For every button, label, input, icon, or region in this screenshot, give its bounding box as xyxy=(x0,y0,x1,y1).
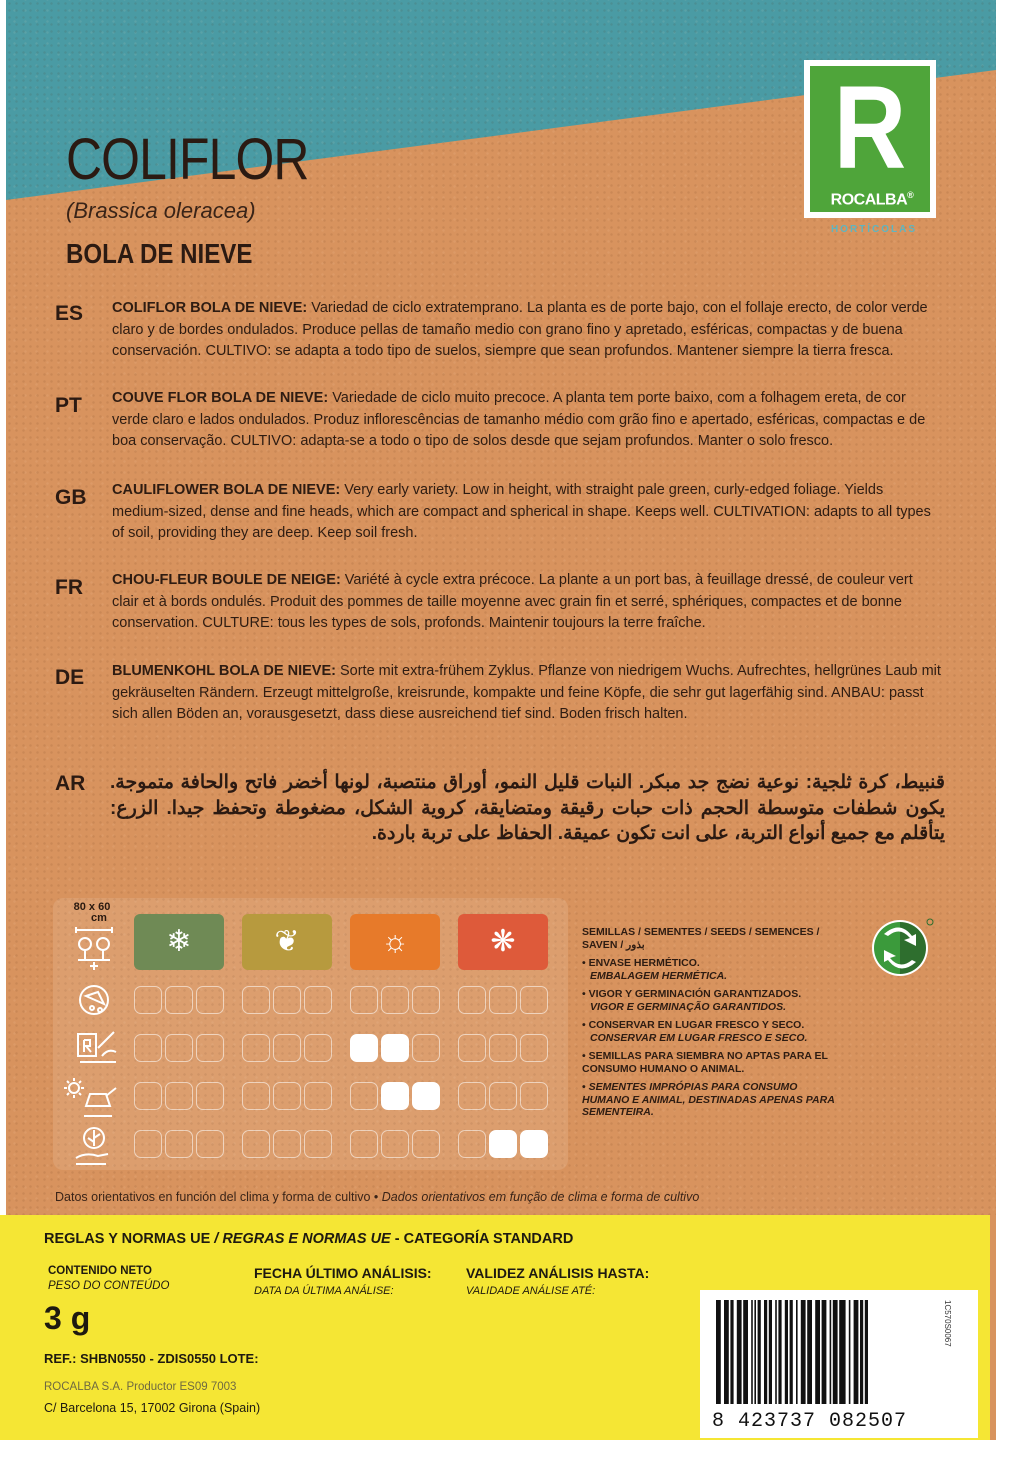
seed-bullet-3: • CONSERVAR EN LUGAR FRESCO Y SECO. CONSERVAR EM LUGAR FRESCO E SECO. xyxy=(582,1019,808,1044)
seed-bullet-1: • ENVASE HERMÉTICO. EMBALAGEM HERMÉTICA. xyxy=(582,957,728,982)
calendar-cell-sowing-direct-1 xyxy=(134,986,162,1014)
lang-code-fr: FR xyxy=(55,576,83,599)
calendar-cell-sowing-direct-2 xyxy=(165,986,193,1014)
season-spring-tile xyxy=(242,914,332,970)
description-fr xyxy=(112,570,942,635)
calendar-cell-seedbed-1 xyxy=(134,1034,162,1062)
calendar-cell-transplant-3 xyxy=(196,1082,224,1110)
latin-name: (Brassica oleracea) xyxy=(66,198,256,223)
rocalba-logo xyxy=(804,60,944,235)
calendar-cell-transplant-1 xyxy=(134,1082,162,1110)
description-pt-lead: COUVE FLOR BOLA DE NIEVE: xyxy=(112,390,329,406)
barcode-bar xyxy=(815,1300,820,1404)
net-content-label: CONTENIDO NETO xyxy=(48,1265,152,1277)
logo-brand xyxy=(814,190,930,209)
seed-bullet-5: • SEMENTES IMPRÓPIAS PARA CONSUMO HUMANO E ANIMAL, DESTINADAS APENAS PARA SEMENTEIRA. xyxy=(582,1081,835,1118)
calendar-cell-seedbed-6 xyxy=(304,1034,332,1062)
spacing-unit: cm xyxy=(91,912,107,924)
disclaimer-separator: • xyxy=(370,1190,382,1204)
disclaimer xyxy=(55,1190,699,1204)
calendar-cell-transplant-5 xyxy=(273,1082,301,1110)
calendar-cell-transplant-12 xyxy=(520,1082,548,1110)
logo-brand-text: ROCALBA xyxy=(830,191,908,209)
barcode-bar xyxy=(743,1300,748,1404)
last-analysis-label: FECHA ÚLTIMO ANÁLISIS: xyxy=(254,1265,432,1281)
product-title: COLIFLOR xyxy=(66,127,309,192)
calendar-cell-seedbed-7 xyxy=(350,1034,378,1062)
calendar-cell-harvest-6 xyxy=(304,1130,332,1158)
barcode-bar xyxy=(849,1300,851,1404)
logo-green-square xyxy=(810,62,930,212)
barcode-bar xyxy=(860,1300,863,1404)
lang-code-ar: AR xyxy=(55,772,86,795)
description-es xyxy=(112,298,942,363)
calendar-cell-transplant-10 xyxy=(458,1082,486,1110)
calendar-cell-seedbed-9 xyxy=(412,1034,440,1062)
eu-rules-category: - CATEGORÍA STANDARD xyxy=(390,1231,574,1247)
barcode-bar xyxy=(764,1300,767,1404)
calendar-cell-transplant-9 xyxy=(412,1082,440,1110)
variety-name: BOLA DE NIEVE xyxy=(66,238,253,269)
barcode-bar xyxy=(830,1300,832,1404)
calendar-cell-harvest-2 xyxy=(165,1130,193,1158)
calendar-cell-harvest-12 xyxy=(520,1130,548,1158)
calendar-cell-harvest-4 xyxy=(242,1130,270,1158)
description-es-text: Variedad de ciclo extratemprano. La planta es de porte bajo, con el follaje erecto, de color verde claro y de bordes ondulados. Produce pellas de tamaño medio con grano fino y apretado, esféricas, compactas y de buena conservación. CULTIVO: se adapta a todo tipo de suelos, siempre que sean profundos. Mantener siempre la tierra fresca. xyxy=(112,300,928,359)
calendar-cell-sowing-direct-5 xyxy=(273,986,301,1014)
barcode-bar xyxy=(854,1300,859,1404)
seed-bullet-5-pt: SEMENTES IMPRÓPIAS PARA CONSUMO HUMANO E ANIMAL, DESTINADAS APENAS PARA SEMENTEIRA. xyxy=(582,1081,835,1118)
calendar-cell-seedbed-4 xyxy=(242,1034,270,1062)
green-dot-recycle-icon xyxy=(870,916,934,980)
calendar-cell-seedbed-5 xyxy=(273,1034,301,1062)
calendar-cell-seedbed-12 xyxy=(520,1034,548,1062)
calendar-cell-seedbed-3 xyxy=(196,1034,224,1062)
calendar-cell-transplant-4 xyxy=(242,1082,270,1110)
season-winter-tile xyxy=(134,914,224,970)
seedbed-icon xyxy=(76,1028,122,1068)
barcode-bar xyxy=(775,1300,777,1404)
description-pt xyxy=(112,388,942,453)
direct-sowing-icon xyxy=(76,982,116,1018)
seed-bullet-4-es: SEMILLAS PARA SIEMBRA NO APTAS PARA EL CONSUMO HUMANO O ANIMAL. xyxy=(582,1050,828,1075)
barcode-bar xyxy=(769,1300,772,1404)
description-pt-text: Variedade de ciclo muito precoce. A planta tem porte baixo, com a folhagem ereta, de cor verde claro e lados ondulados. Produz inflorescências de tamanho médio com grão fino e apertado, esféricas, compactas e de boa conservação. CULTIVO: adapta-se a todo o tipo de solos desde que sejam profundos. Manter o solo fresco. xyxy=(112,390,926,449)
net-content-value: 3 g xyxy=(44,1300,91,1336)
calendar-cell-harvest-10 xyxy=(458,1130,486,1158)
calendar-cell-harvest-8 xyxy=(381,1130,409,1158)
calendar-cell-harvest-1 xyxy=(134,1130,162,1158)
logo-letter: R xyxy=(833,62,907,194)
disclaimer-pt: Dados orientativos em função de clima e forma de cultivo xyxy=(381,1190,700,1204)
seed-info-heading: SEMILLAS / SEMENTES / SEEDS / SEMENCES / SAVEN / بذور xyxy=(582,926,820,951)
calendar-cell-sowing-direct-6 xyxy=(304,986,332,1014)
calendar-cell-transplant-7 xyxy=(350,1082,378,1110)
calendar-cell-seedbed-8 xyxy=(381,1034,409,1062)
seed-bullet-3-pt: CONSERVAR EM LUGAR FRESCO E SECO. xyxy=(590,1031,808,1044)
barcode-bar xyxy=(785,1300,788,1404)
seed-bullet-2-es: VIGOR Y GERMINACIÓN GARANTIZADOS. xyxy=(588,988,802,1000)
seed-bullet-1-es: ENVASE HERMÉTICO. xyxy=(588,957,700,969)
leaf-icon: ❦ xyxy=(274,925,300,958)
barcode-bar xyxy=(754,1300,756,1404)
barcode-bar xyxy=(778,1300,781,1404)
description-de-lead: BLUMENKOHL BOLA DE NIEVE: xyxy=(112,663,336,679)
calendar-cell-sowing-direct-12 xyxy=(520,986,548,1014)
eu-rules-pt: / REGRAS E NORMAS UE xyxy=(210,1231,391,1247)
calendar-cell-seedbed-2 xyxy=(165,1034,193,1062)
barcode-bar xyxy=(730,1300,733,1404)
harvest-hand-plant-icon xyxy=(72,1124,118,1168)
description-ar: قنبيط، كرة ثلجية: نوعية نضج جد مبكر. النبات قليل النمو، أوراق منتصبة، لونها أخضر فاتح والحافة متموجة. يكون شطفات متوسطة الحجم ذات حبات رقيقة ومتضايقة، كروية الشكل، مضغوطة وتحفظ جيدا. الزرع: يتأقلم مع جميع أنواع التربة، على انت تكون عميقة. الحفاظ على تربة باردة. xyxy=(110,772,945,844)
barcode-bar xyxy=(865,1300,868,1404)
transplant-sun-watering-icon xyxy=(62,1076,118,1120)
seed-bullet-1-pt: EMBALAGEM HERMÉTICA. xyxy=(590,969,728,982)
calendar-cell-harvest-5 xyxy=(273,1130,301,1158)
calendar-cell-sowing-direct-4 xyxy=(242,986,270,1014)
calendar-cell-harvest-11 xyxy=(489,1130,517,1158)
season-summer-tile xyxy=(350,914,440,970)
producer: ROCALBA S.A. Productor ES09 7003 xyxy=(44,1381,237,1393)
barcode-bar xyxy=(724,1300,729,1404)
lang-code-gb: GB xyxy=(55,486,87,509)
calendar-cell-harvest-9 xyxy=(412,1130,440,1158)
calendar-cell-sowing-direct-9 xyxy=(412,986,440,1014)
eu-rules-line xyxy=(44,1231,573,1247)
seed-info xyxy=(582,926,842,1119)
barcode-bar xyxy=(758,1300,761,1404)
barcode-bar xyxy=(801,1300,806,1404)
barcode-bar xyxy=(737,1300,742,1404)
barcode-bar xyxy=(839,1300,845,1404)
spacing-plants-icon xyxy=(74,926,114,970)
seed-bullet-2-pt: VIGOR E GERMINAÇÃO GARANTIDOS. xyxy=(590,1000,787,1013)
calendar-cell-transplant-6 xyxy=(304,1082,332,1110)
calendar-cell-harvest-7 xyxy=(350,1130,378,1158)
description-fr-text: Variété à cycle extra précoce. La plante a un port bas, à feuillage dressé, de couleur vert clair et à bords ondulés. Produit des pommes de taille moyenne avec grain fin et serré, sphériques, compactes et de bonne conservation. CULTURE: tous les types de sols, profonds. Maintenir toujours la terre fraîche. xyxy=(112,572,913,631)
barcode-bar xyxy=(822,1300,827,1404)
barcode-bar xyxy=(796,1300,798,1404)
reference-lot: REF.: SHBN0550 - ZDIS0550 LOTE: xyxy=(44,1351,259,1366)
barcode-bar xyxy=(751,1300,753,1404)
calendar-cell-sowing-direct-7 xyxy=(350,986,378,1014)
seed-bullet-2: • VIGOR Y GERMINACIÓN GARANTIZADOS. VIGOR E GERMINAÇÃO GARANTIDOS. xyxy=(582,988,802,1013)
last-analysis-label-pt: DATA DA ÚLTIMA ANÁLISE: xyxy=(254,1285,394,1297)
calendar-cell-transplant-2 xyxy=(165,1082,193,1110)
calendar-cell-harvest-3 xyxy=(196,1130,224,1158)
lang-code-de: DE xyxy=(55,666,85,689)
calendar-cell-transplant-8 xyxy=(381,1082,409,1110)
lang-code-pt: PT xyxy=(55,394,82,417)
barcode xyxy=(712,1300,922,1408)
calendar-cell-seedbed-11 xyxy=(489,1034,517,1062)
snowflake-icon: ❄ xyxy=(166,925,192,958)
description-es-lead: COLIFLOR BOLA DE NIEVE: xyxy=(112,300,308,316)
description-de xyxy=(112,661,942,726)
barcode-number: 8 423737 082507 xyxy=(712,1410,908,1433)
calendar-cell-seedbed-10 xyxy=(458,1034,486,1062)
description-gb-text: Very early variety. Low in height, with straight pale green, curly-edged foliage. Yields medium-sized, dense and fine heads, which are compact and spherical in shape. Keeps well. CULTIVATION: adapts to all types of soil, providing they are deep. Keep soil fresh. xyxy=(112,482,931,541)
eu-rules-es: REGLAS Y NORMAS UE xyxy=(44,1231,211,1247)
sun-icon: ☼ xyxy=(381,925,409,958)
disclaimer-es: Datos orientativos en función del clima y forma de cultivo xyxy=(55,1190,371,1204)
seed-bullet-4: • SEMILLAS PARA SIEMBRA NO APTAS PARA EL CONSUMO HUMANO O ANIMAL. xyxy=(582,1050,828,1075)
barcode-bar xyxy=(807,1300,812,1404)
barcode-bar xyxy=(790,1300,793,1404)
maple-leaf-icon: ❋ xyxy=(490,925,516,958)
description-de-text: Sorte mit extra-frühem Zyklus. Pflanze von niedrigem Wuchs. Aufrechtes, hellgrünes Laub mit gekräuselten Rändern. Erzeugt mittelgroße, kreisrunde, kompakte und feine Köpfe, die sehr gut lagerfähig sind. ANBAU: passt sich allen Böden an, vorausgesetzt, dass diese ausreichend tief sind. Boden frisch halten. xyxy=(112,663,941,722)
calendar-cell-sowing-direct-8 xyxy=(381,986,409,1014)
barcode-bar xyxy=(833,1300,838,1404)
spacing-value: 80 x 60 xyxy=(73,901,111,913)
description-gb xyxy=(112,480,942,545)
address: C/ Barcelona 15, 17002 Girona (Spain) xyxy=(44,1401,261,1415)
calendar-cell-sowing-direct-11 xyxy=(489,986,517,1014)
description-fr-lead: CHOU-FLEUR BOULE DE NEIGE: xyxy=(112,572,341,588)
spacing-label xyxy=(62,902,122,924)
barcode-side-code: 1C570S0067 xyxy=(943,1300,952,1347)
calendar-cell-sowing-direct-10 xyxy=(458,986,486,1014)
barcode-bar xyxy=(716,1300,721,1404)
season-autumn-tile xyxy=(458,914,548,970)
logo-category: HORTÍCOLAS xyxy=(830,224,918,235)
validity-label-pt: VALIDADE ANÁLISE ATÉ: xyxy=(466,1285,596,1297)
net-content-label-pt: PESO DO CONTEÚDO xyxy=(48,1280,170,1292)
logo-registered: ® xyxy=(907,190,914,200)
seed-bullet-3-es: CONSERVAR EN LUGAR FRESCO Y SECO. xyxy=(588,1019,805,1031)
description-gb-lead: CAULIFLOWER BOLA DE NIEVE: xyxy=(112,482,341,498)
calendar-cell-sowing-direct-3 xyxy=(196,986,224,1014)
calendar-cell-transplant-11 xyxy=(489,1082,517,1110)
validity-label: VALIDEZ ANÁLISIS HASTA: xyxy=(466,1265,650,1281)
lang-code-es: ES xyxy=(55,302,84,325)
